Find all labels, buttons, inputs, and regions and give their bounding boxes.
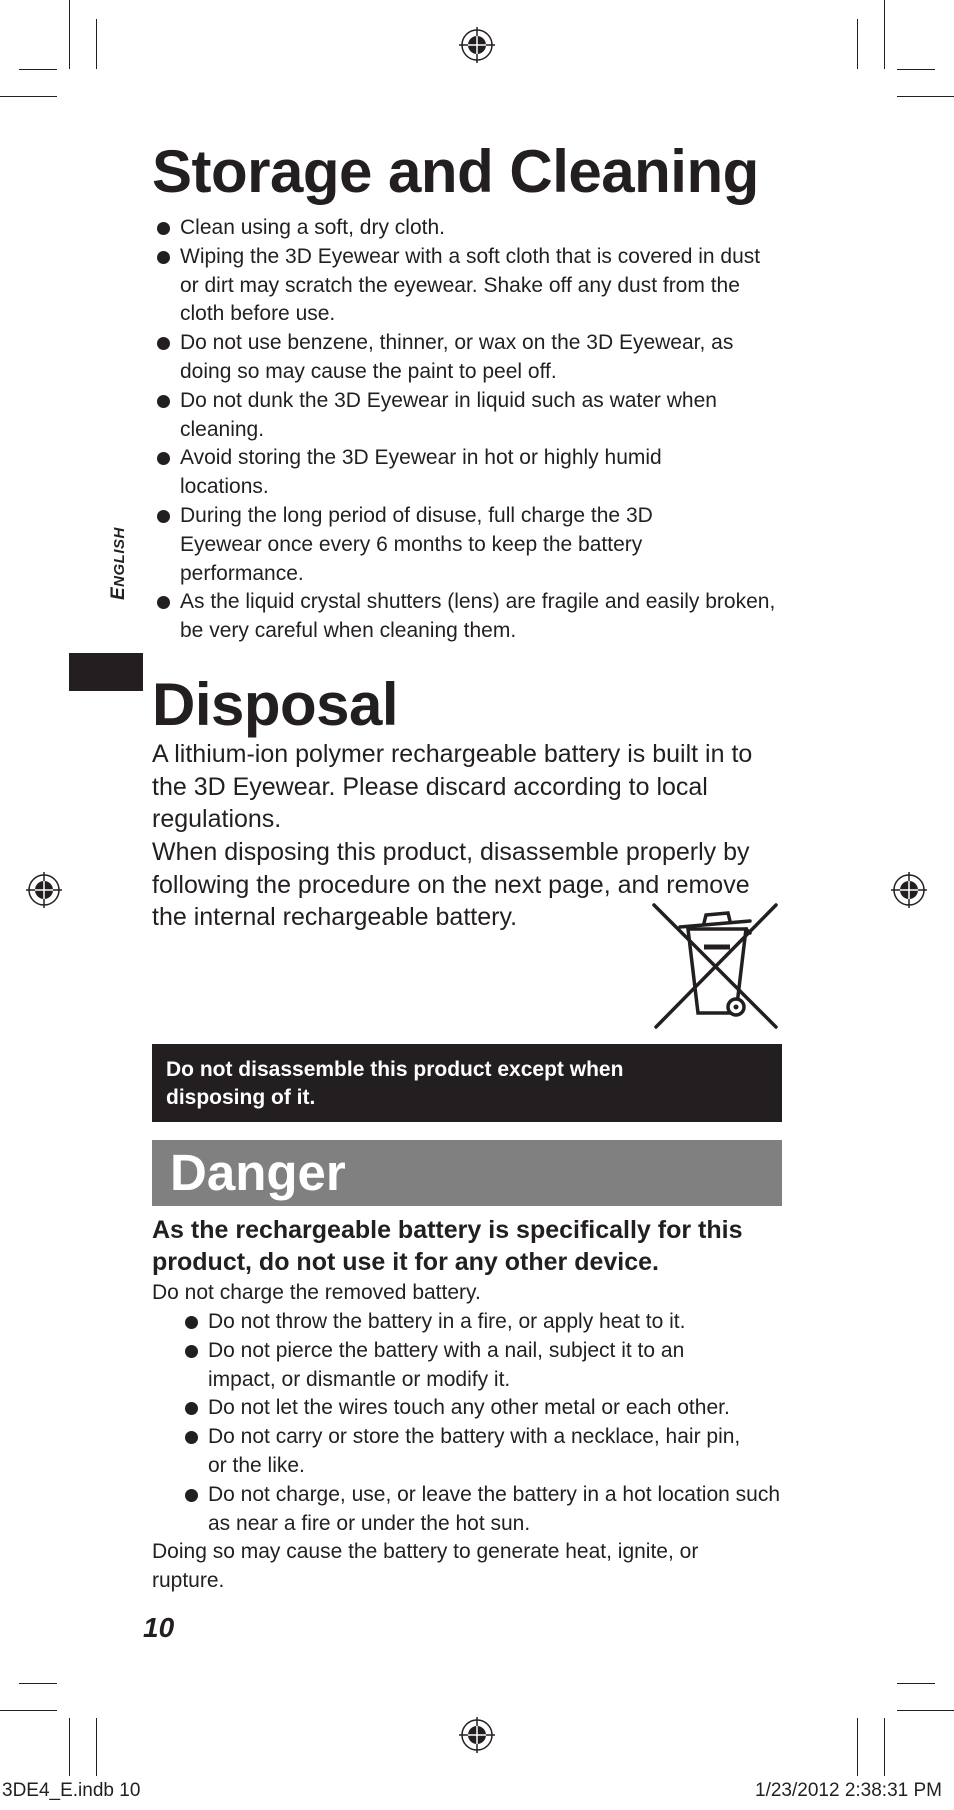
danger-title: Danger (170, 1144, 346, 1201)
warning-text: Do not disassemble this product except when disposing of it. (166, 1058, 624, 1109)
disposal-paragraph: When disposing this product, disassemble properly by following the procedure on the next page, and remove the internal rechargeable battery. (152, 838, 750, 931)
crop-mark (0, 1710, 57, 1711)
crossed-out-wheelie-bin-icon (652, 903, 778, 1029)
warning-box (152, 1044, 782, 1122)
footer-file: 3DE4_E.indb 10 (2, 1780, 141, 1801)
crop-mark (897, 96, 954, 97)
list-item: Do not dunk the 3D Eyewear in liquid such as water when cleaning. (152, 387, 782, 445)
danger-closing: Doing so may cause the battery to generate heat, ignite, or rupture. (152, 1540, 699, 1592)
storage-list (152, 214, 782, 646)
storage-title: Storage and Cleaning (152, 138, 759, 205)
crop-mark (857, 1718, 858, 1776)
list-item: Do not let the wires touch any other metal or each other. (180, 1394, 790, 1423)
list-item: Avoid storing the 3D Eyewear in hot or highly humid locations. (152, 444, 782, 502)
registration-mark-icon (457, 25, 497, 65)
crop-mark (96, 19, 97, 69)
page-number: 10 (143, 1612, 175, 1643)
registration-mark-icon (24, 870, 64, 910)
danger-heading (152, 1140, 782, 1206)
danger-list (180, 1308, 790, 1538)
footer-timestamp: 1/23/2012 2:38:31 PM (755, 1780, 942, 1801)
crop-mark (69, 0, 70, 69)
crop-mark (0, 96, 57, 97)
crop-mark (19, 69, 57, 70)
list-item: Do not pierce the battery with a nail, subject it to an impact, or dismantle or modify it. (180, 1337, 790, 1395)
list-item: Do not carry or store the battery with a necklace, hair pin, or the like. (180, 1423, 790, 1481)
crop-mark (857, 19, 858, 69)
crop-mark (897, 69, 935, 70)
crop-mark (884, 0, 885, 69)
registration-mark-icon (457, 1715, 497, 1755)
list-item: Clean using a soft, dry cloth. (152, 214, 782, 243)
crop-mark (897, 1683, 935, 1684)
list-item: Do not use benzene, thinner, or wax on the 3D Eyewear, as doing so may cause the paint to peel off. (152, 329, 782, 387)
list-item: Wiping the 3D Eyewear with a soft cloth that is covered in dust or dirt may scratch the eyewear. Shake off any dust from the cloth before use. (152, 243, 782, 329)
crop-mark (19, 1683, 57, 1684)
crop-mark (897, 1710, 954, 1711)
danger-lead: As the rechargeable battery is specifically for this product, do not use it for any other device. (152, 1216, 743, 1276)
language-tab-marker (69, 653, 143, 691)
list-item: As the liquid crystal shutters (lens) are fragile and easily broken, be very careful when cleaning them. (152, 588, 782, 646)
danger-intro: Do not charge the removed battery. (152, 1281, 481, 1304)
disposal-title: Disposal (152, 671, 399, 738)
list-item: Do not throw the battery in a fire, or apply heat to it. (180, 1308, 790, 1337)
crop-mark (96, 1718, 97, 1776)
registration-mark-icon (889, 870, 929, 910)
language-tab-label: ENGLISH (108, 527, 129, 600)
disposal-paragraph: A lithium-ion polymer rechargeable battery is built in to the 3D Eyewear. Please discard according to local regulations. (152, 740, 753, 833)
list-item: During the long period of disuse, full charge the 3D Eyewear once every 6 months to keep the battery performance. (152, 502, 782, 588)
crop-mark (884, 1718, 885, 1776)
list-item: Do not charge, use, or leave the battery in a hot location such as near a fire or under the hot sun. (180, 1481, 790, 1539)
crop-mark (69, 1718, 70, 1776)
